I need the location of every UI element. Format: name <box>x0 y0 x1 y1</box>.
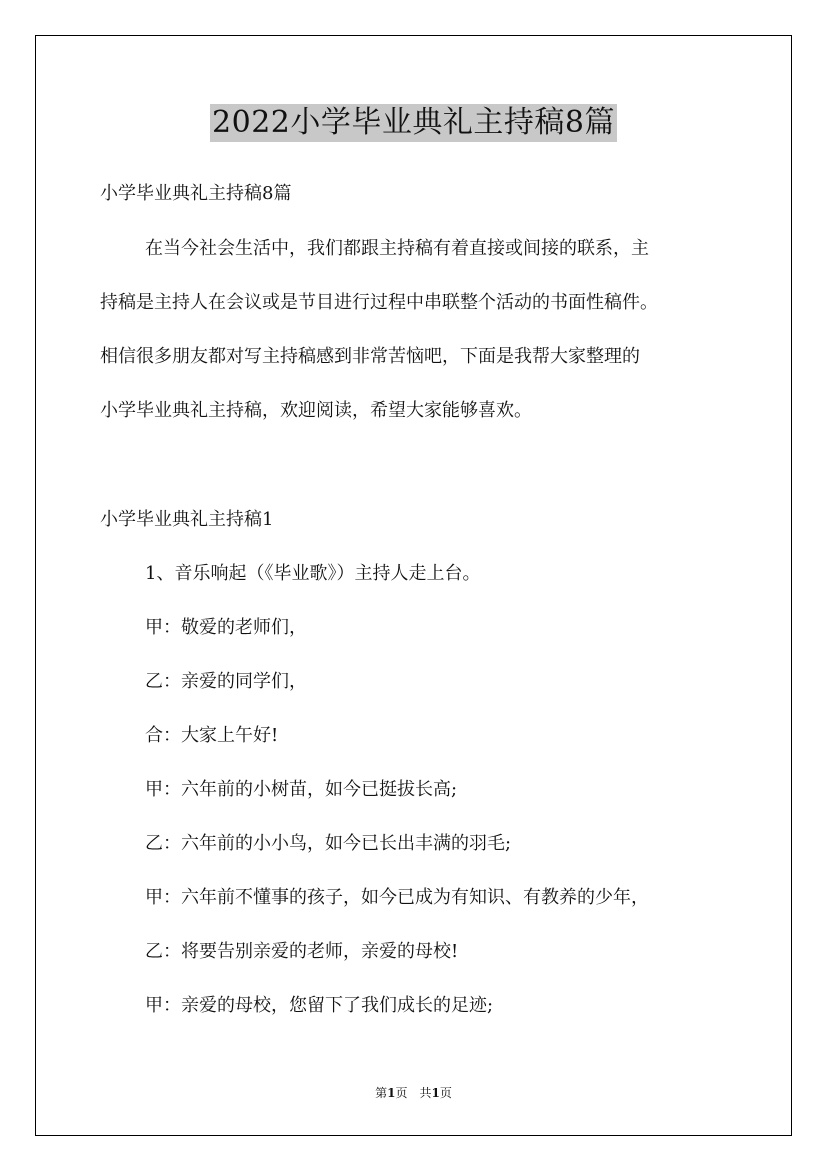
page-footer <box>0 1085 827 1101</box>
document-title-block <box>0 104 827 142</box>
footer-mid: 页 共 <box>395 1086 432 1100</box>
paragraph-line: 小学毕业典礼主持稿，欢迎阅读，希望大家能够喜欢。 <box>100 400 532 421</box>
script-line: 甲：亲爱的母校，您留下了我们成长的足迹; <box>145 995 494 1016</box>
section-heading: 小学毕业典礼主持稿1 <box>100 509 274 530</box>
script-line: 甲：敬爱的老师们， <box>145 617 307 638</box>
script-line: 合：大家上午好! <box>145 725 279 746</box>
document-title: 2022小学毕业典礼主持稿8篇 <box>212 105 615 140</box>
paragraph-line: 持稿是主持人在会议或是节目进行过程中串联整个活动的书面性稿件。 <box>100 292 658 313</box>
script-line: 乙：六年前的小小鸟，如今已长出丰满的羽毛; <box>145 833 512 854</box>
paragraph-line: 在当今社会生活中，我们都跟主持稿有着直接或间接的联系，主 <box>145 238 649 259</box>
total-page-number: 1 <box>431 1086 440 1100</box>
script-line: 甲：六年前不懂事的孩子，如今已成为有知识、有教养的少年， <box>145 887 649 908</box>
footer-prefix: 第 <box>375 1086 388 1100</box>
paragraph-line: 相信很多朋友都对写主持稿感到非常苦恼吧，下面是我帮大家整理的 <box>100 346 640 367</box>
script-line: 甲：六年前的小树苗，如今已挺拔长高; <box>145 779 458 800</box>
subtitle-line: 小学毕业典礼主持稿8篇 <box>100 183 292 204</box>
script-line: 乙：亲爱的同学们， <box>145 671 307 692</box>
footer-suffix: 页 <box>439 1086 452 1100</box>
script-line: 乙：将要告别亲爱的老师，亲爱的母校! <box>145 941 459 962</box>
current-page-number: 1 <box>387 1086 396 1100</box>
script-line: 1、音乐响起（《毕业歌》）主持人走上台。 <box>145 563 481 584</box>
